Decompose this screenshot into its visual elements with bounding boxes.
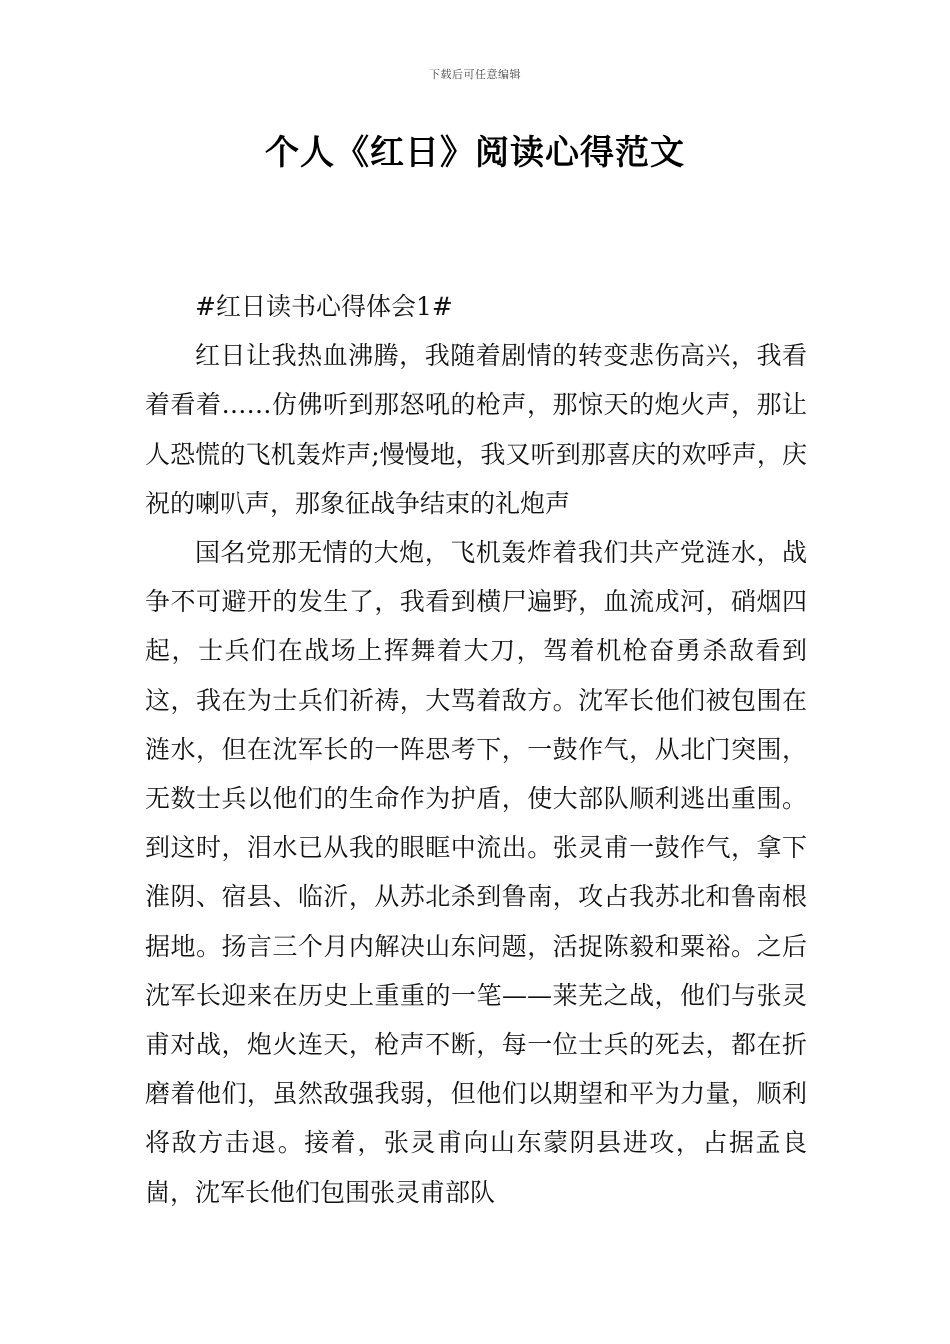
paragraph: 红日让我热血沸腾，我随着剧情的转变悲伤高兴，我看着看着……仿佛听到那怒吼的枪声，那惊天的炮火声，那让人恐慌的飞机轰炸声;慢慢地，我又听到那喜庆的欢呼声，庆祝的喇叭声，那象征战争结束的礼炮声 <box>145 341 807 518</box>
paragraph: 国名党那无情的大炮，飞机轰炸着我们共产党涟水，战争不可避开的发生了，我看到横尸遍野，血流成河，硝烟四起，士兵们在战场上挥舞着大刀，驾着机枪奋勇杀敌看到这，我在为士兵们祈祷，大骂着敌方。沈军长他们被包围在涟水，但在沈军长的一阵思考下，一鼓作气，从北门突围，无数士兵以他们的生命作为护盾，使大部队顺利逃出重围。到这时，泪水已从我的眼眶中流出。张灵甫一鼓作气，拿下淮阴、宿县、临沂，从苏北杀到鲁南，攻占我苏北和鲁南根据地。扬言三个月内解决山东问题，活捉陈毅和粟裕。之后沈军长迎来在历史上重重的一笔——莱芜之战，他们与张灵甫对战，炮火连天，枪声不断，每一位士兵的死去，都在折磨着他们，虽然敌强我弱，但他们以期望和平为力量，顺利将敌方击退。接着，张灵甫向山东蒙阴县进攻，占据孟良崮，沈军长他们包围张灵甫部队 <box>145 538 807 1207</box>
article-body <box>145 282 807 1217</box>
page-title: 个人《红日》阅读心得范文 <box>265 133 685 173</box>
section-heading: #红日读书心得体会1# <box>195 292 453 321</box>
header-note: 下载后可任意编辑 <box>429 68 521 81</box>
